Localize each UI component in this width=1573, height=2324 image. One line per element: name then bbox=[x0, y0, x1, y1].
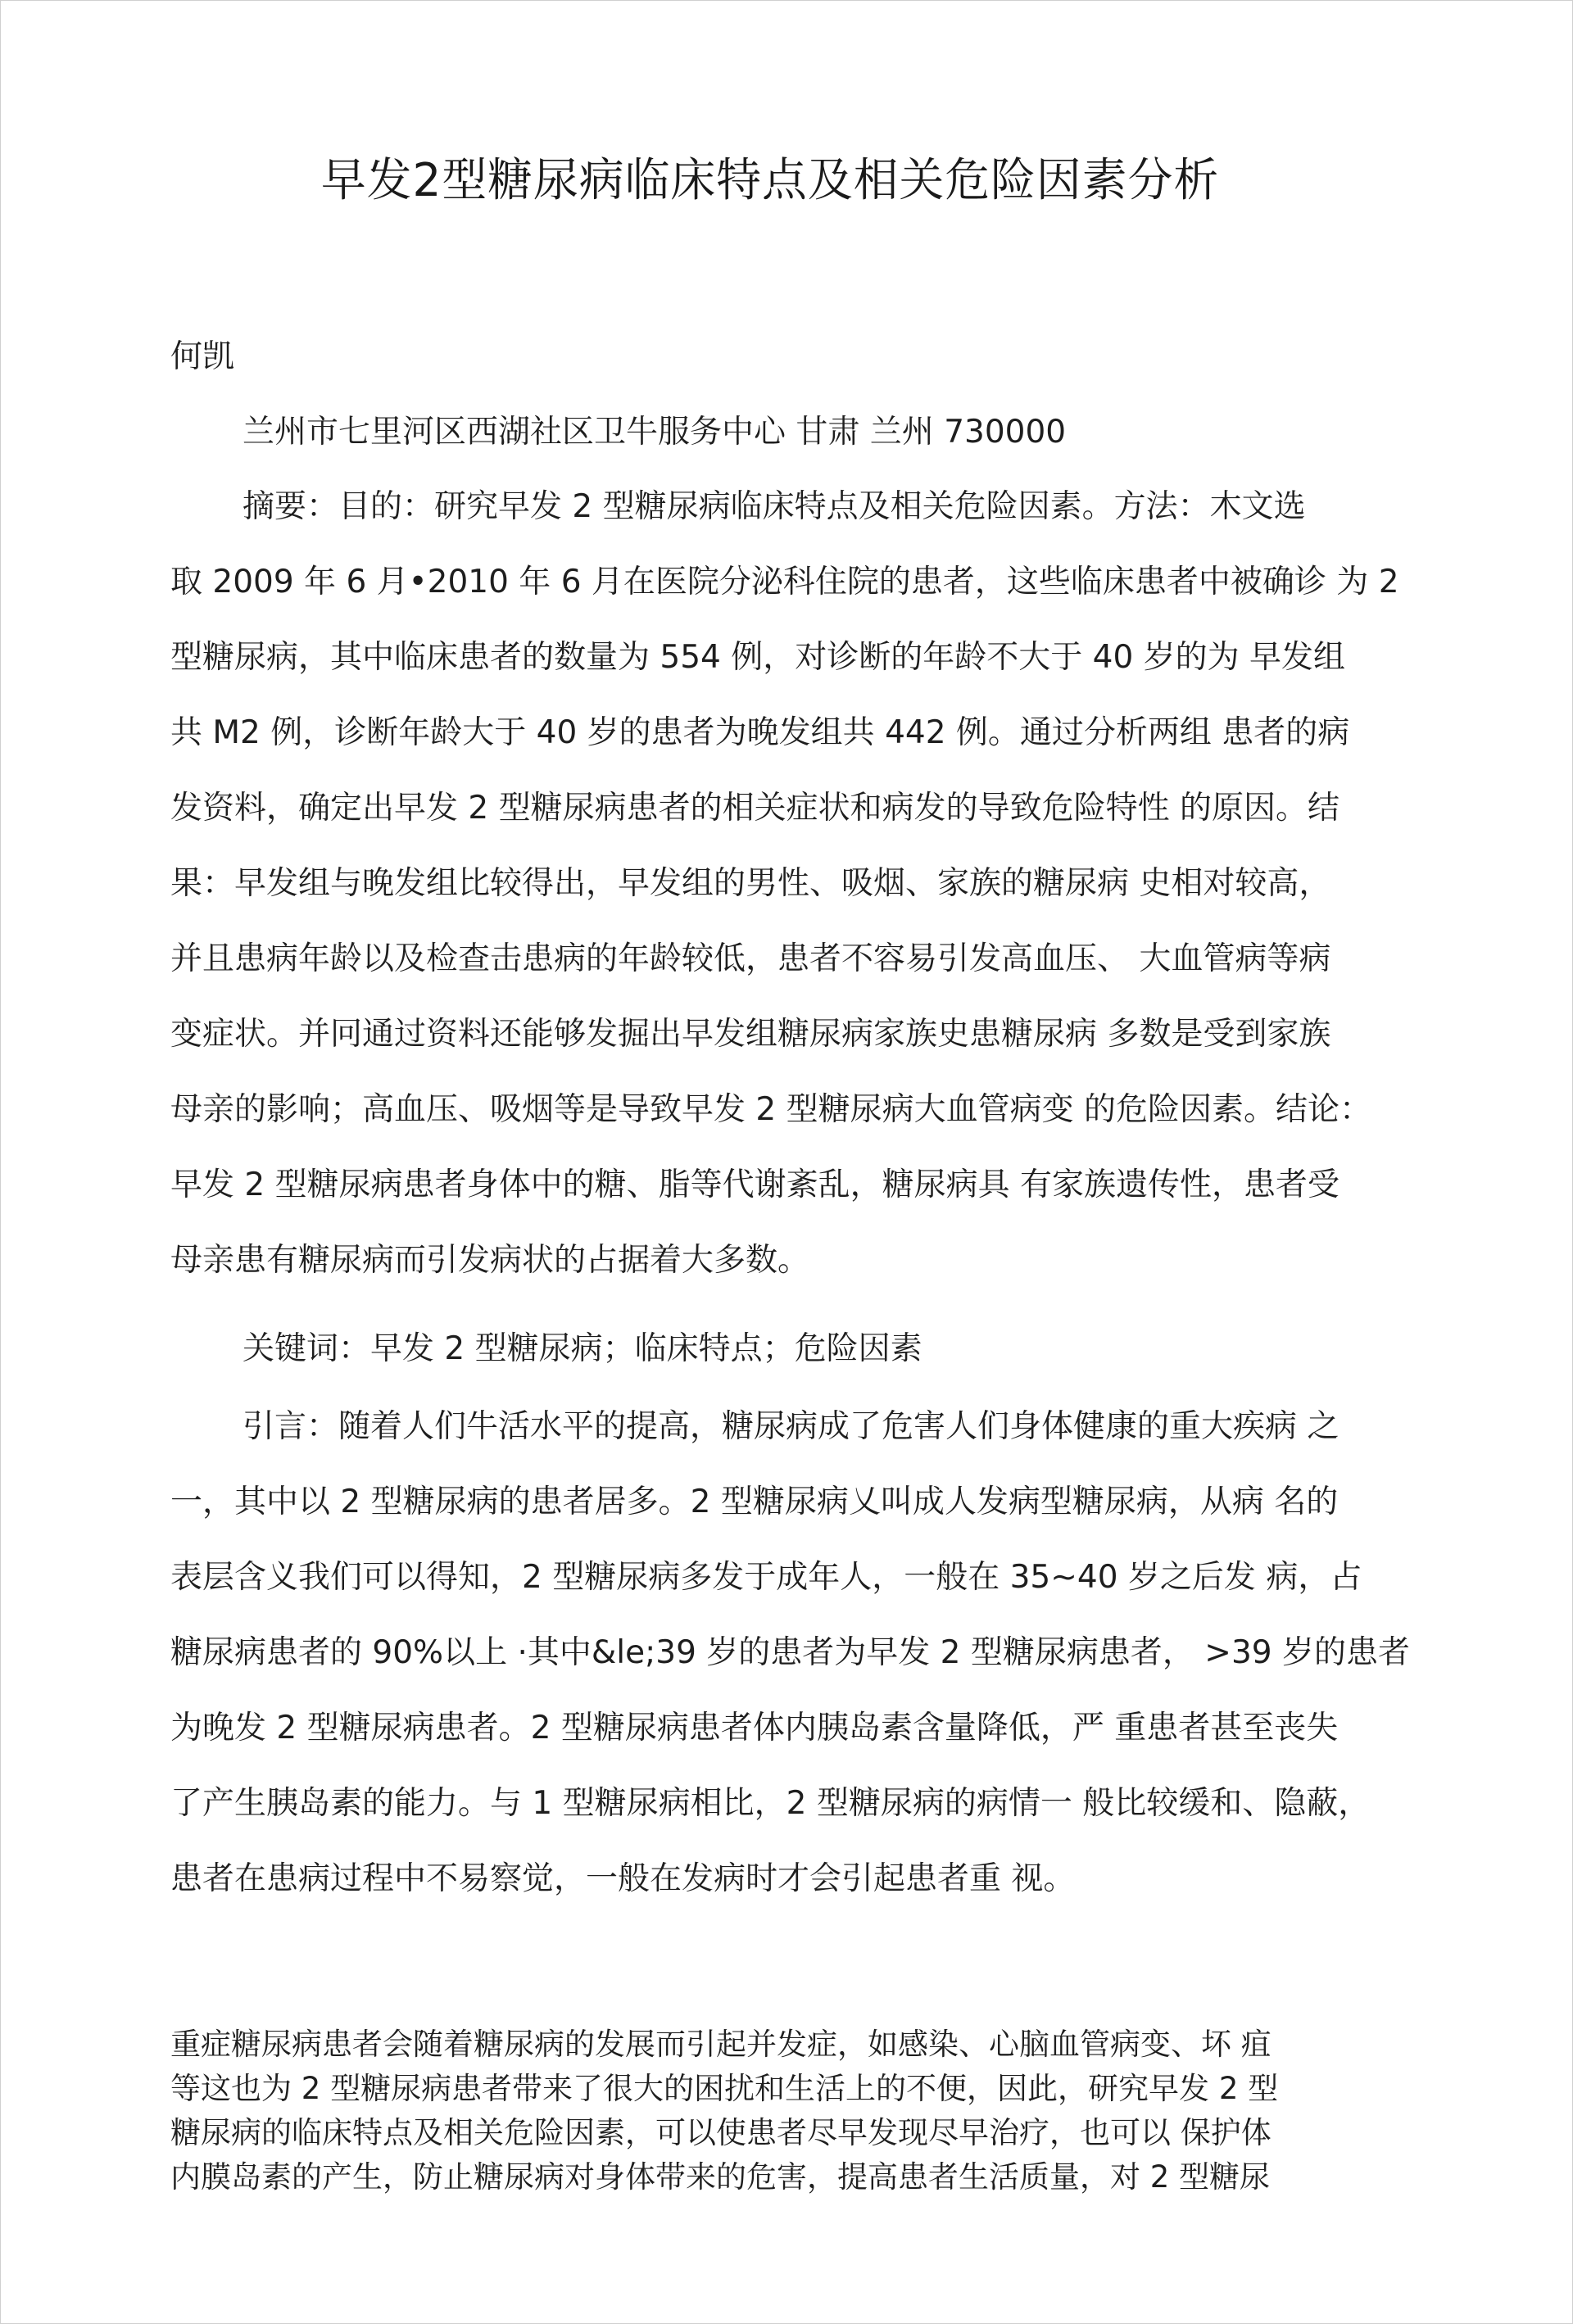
intro-line: 了产生胰岛素的能力。与 1 型糖尿病相比，2 型糖尿病的病情一 般比较缓和、隐蔽， bbox=[170, 1785, 1371, 1822]
abstract-line: 母亲患有糖尿病而引发病状的占据着大多数。 bbox=[170, 1242, 810, 1279]
author-name: 何凯 bbox=[170, 338, 235, 375]
intro-line: 糖尿病患者的 90%以上 ·其中&le;39 岁的患者为早发 2 型糖尿病患者， >39 岁的患者 bbox=[170, 1634, 1410, 1671]
document-title: 早发2型糖尿病临床特点及相关危险因素分析 bbox=[320, 154, 1220, 207]
author-affiliation: 兰州市七里河区西湖社区卫牛服务中心 甘肃 兰州 730000 bbox=[243, 414, 1067, 451]
body-line: 糖尿病的临床特点及相关危险因素，可以使患者尽早发现尽早治疗，也可以 保护体 bbox=[170, 2115, 1272, 2150]
abstract-line: 早发 2 型糖尿病患者身体中的糖、脂等代谢紊乱，糖尿病具 有家族遗传性，患者受 bbox=[170, 1167, 1340, 1203]
keywords-line: 关键词：早发 2 型糖尿病；临床特点；危险因素 bbox=[243, 1330, 922, 1367]
intro-line: 患者在患病过程中不易察觉，一般在发病时才会引起患者重 视。 bbox=[170, 1860, 1076, 1897]
abstract-line: 并且患病年龄以及检查击患病的年龄较低，患者不容易引发高血压、 大血管病等病 bbox=[170, 940, 1331, 977]
intro-line: 为晚发 2 型糖尿病患者。2 型糖尿病患者体内胰岛素含量降低，严 重患者甚至丧失 bbox=[170, 1710, 1339, 1746]
abstract-line: 取 2009 年 6 月•2010 年 6 月在医院分泌科住院的患者，这些临床患者中被确诊 为 2 bbox=[170, 564, 1399, 600]
abstract-line: 共 M2 例，诊断年龄大于 40 岁的患者为晚发组共 442 例。通过分析两组 患者的病 bbox=[170, 714, 1350, 751]
intro-line: 一，其中以 2 型糖尿病的患者居多。2 型糖尿病乂叫成人发病型糖尿病，从病 名的 bbox=[170, 1484, 1339, 1520]
intro-line: 表层含义我们可以得知，2 型糖尿病多发于成年人，一般在 35~40 岁之后发 病，占 bbox=[170, 1559, 1362, 1596]
body-line: 等这也为 2 型糖尿病患者带来了很大的困扰和生活上的不便，因此，研究早发 2 型 bbox=[170, 2071, 1279, 2106]
abstract-line: 型糖尿病，其中临床患者的数量为 554 例，对诊断的年龄不大于 40 岁的为 早发组 bbox=[170, 639, 1346, 676]
body-line: 内膜岛素的产生，防止糖尿病对身体带来的危害，提高患者生活质量，对 2 型糖尿 bbox=[170, 2159, 1271, 2195]
abstract-line: 发资料，确定出早发 2 型糖尿病患者的相关症状和病发的导致危险特性 的原因。结 bbox=[170, 790, 1340, 827]
intro-line: 引言：随着人们牛活水平的提高，糖尿病成了危害人们身体健康的重大疾病 之 bbox=[243, 1408, 1340, 1445]
abstract-line: 母亲的影响；高血压、吸烟等是导致早发 2 型糖尿病大血管病变 的危险因素。结论： bbox=[170, 1091, 1372, 1128]
abstract-line: 摘要：目的：研究早发 2 型糖尿病临床特点及相关危险因素。方法：木文选 bbox=[243, 488, 1306, 525]
abstract-line: 变症状。并冋通过资料还能够发掘出早发组糖尿病家族史患糖尿病 多数是受到家族 bbox=[170, 1016, 1331, 1053]
abstract-line: 果：早发组与晚发组比较得出，早发组的男性、吸烟、家族的糖尿病 史相对较高， bbox=[170, 865, 1331, 902]
body-line: 重症糖尿病患者会随着糖尿病的发展而引起并发症，如感染、心脑血管病变、坏 疽 bbox=[170, 2027, 1272, 2062]
